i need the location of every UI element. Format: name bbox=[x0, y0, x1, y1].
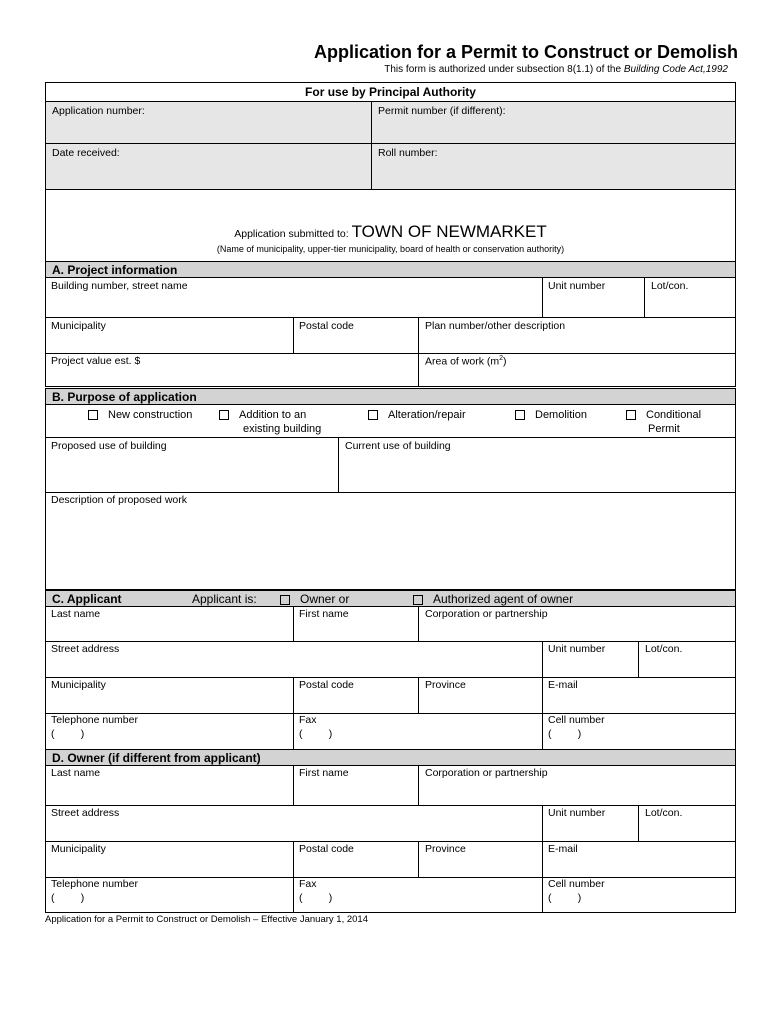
checkbox-icon[interactable] bbox=[88, 410, 98, 420]
submitted-to bbox=[45, 222, 736, 242]
option-label: Addition to an bbox=[239, 409, 307, 421]
d-fax-paren: ( ) bbox=[299, 892, 333, 904]
section-c-title: C. Applicant bbox=[52, 592, 122, 606]
section-d-header: D. Owner (if different from applicant) bbox=[45, 749, 736, 766]
plan-number-label: Plan number/other description bbox=[425, 320, 566, 332]
subtitle-text: This form is authorized under subsection 8(1.1) of the bbox=[384, 64, 624, 75]
unit-number-label: Unit number bbox=[548, 280, 606, 292]
area-sup: 2 bbox=[499, 355, 504, 362]
option-label: Owner or bbox=[300, 592, 350, 606]
d-street-label: Street address bbox=[51, 807, 120, 819]
area-text: Area of work (m bbox=[425, 355, 500, 368]
description-label: Description of proposed work bbox=[51, 494, 187, 506]
area-of-work-label bbox=[425, 355, 507, 368]
date-received-field[interactable] bbox=[46, 144, 371, 189]
addition-option-line2: existing building bbox=[243, 423, 322, 435]
option-label: Demolition bbox=[535, 409, 587, 421]
section-a-box bbox=[45, 277, 736, 387]
c-province-label: Province bbox=[425, 679, 466, 691]
c-first-name-label: First name bbox=[299, 608, 349, 620]
d-first-name-label: First name bbox=[299, 767, 349, 779]
c-postal-code-label: Postal code bbox=[299, 679, 354, 691]
section-c-header bbox=[45, 590, 736, 607]
application-number-field[interactable] bbox=[46, 102, 371, 143]
d-municipality-label: Municipality bbox=[51, 843, 106, 855]
subtitle-act: Building Code Act,1992 bbox=[623, 64, 728, 75]
checkbox-icon[interactable] bbox=[280, 595, 290, 605]
section-a-header: A. Project information bbox=[45, 261, 736, 278]
d-email-label: E-mail bbox=[548, 843, 578, 855]
option-label: Alteration/repair bbox=[388, 409, 466, 421]
d-corporation-label: Corporation or partnership bbox=[425, 767, 548, 779]
roll-number-label: Roll number: bbox=[378, 147, 438, 159]
form-subtitle bbox=[384, 64, 728, 75]
addition-option[interactable] bbox=[219, 409, 306, 421]
checkbox-icon[interactable] bbox=[368, 410, 378, 420]
c-corporation-label: Corporation or partnership bbox=[425, 608, 548, 620]
d-last-name-label: Last name bbox=[51, 767, 101, 779]
area-close: ) bbox=[503, 355, 507, 368]
d-unit-number-label: Unit number bbox=[548, 807, 606, 819]
conditional-permit-line2: Permit bbox=[648, 423, 680, 435]
c-unit-number-label: Unit number bbox=[548, 643, 606, 655]
form-title: Application for a Permit to Construct or Demolish bbox=[313, 42, 738, 62]
applicant-is-label: Applicant is: bbox=[192, 592, 257, 606]
permit-number-field[interactable] bbox=[372, 102, 735, 143]
c-fax-label: Fax bbox=[299, 714, 317, 726]
d-telephone-paren: ( ) bbox=[51, 892, 85, 904]
c-cell-label: Cell number bbox=[548, 714, 605, 726]
owner-option[interactable] bbox=[280, 592, 349, 606]
submitted-to-note: (Name of municipality, upper-tier municipality, board of health or conservation authority) bbox=[216, 244, 565, 254]
checkbox-icon[interactable] bbox=[515, 410, 525, 420]
project-value-label: Project value est. $ bbox=[51, 355, 141, 367]
d-lot-con-label: Lot/con. bbox=[645, 807, 683, 819]
c-street-label: Street address bbox=[51, 643, 120, 655]
option-label: New construction bbox=[108, 409, 193, 421]
proposed-use-label: Proposed use of building bbox=[51, 440, 167, 452]
option-label: Conditional bbox=[646, 409, 702, 421]
permit-number-label: Permit number (if different): bbox=[378, 105, 506, 117]
demolition-option[interactable] bbox=[515, 409, 587, 421]
d-province-label: Province bbox=[425, 843, 466, 855]
d-fax-label: Fax bbox=[299, 878, 317, 890]
checkbox-icon[interactable] bbox=[219, 410, 229, 420]
postal-code-label: Postal code bbox=[299, 320, 354, 332]
d-telephone-label: Telephone number bbox=[51, 878, 138, 890]
lot-con-label: Lot/con. bbox=[651, 280, 689, 292]
c-cell-paren: ( ) bbox=[548, 728, 582, 740]
d-postal-code-label: Postal code bbox=[299, 843, 354, 855]
section-c-box bbox=[45, 606, 736, 750]
d-cell-paren: ( ) bbox=[548, 892, 582, 904]
agent-option[interactable] bbox=[413, 592, 573, 606]
application-number-label: Application number: bbox=[52, 105, 145, 117]
new-construction-option[interactable] bbox=[88, 409, 192, 421]
building-street-label: Building number, street name bbox=[51, 280, 188, 292]
checkbox-icon[interactable] bbox=[626, 410, 636, 420]
c-fax-paren: ( ) bbox=[299, 728, 333, 740]
section-d-box bbox=[45, 765, 736, 913]
checkbox-icon[interactable] bbox=[413, 595, 423, 605]
c-telephone-paren: ( ) bbox=[51, 728, 85, 740]
authority-header: For use by Principal Authority bbox=[305, 85, 476, 99]
conditional-permit-option[interactable] bbox=[626, 409, 701, 421]
section-b-header: B. Purpose of application bbox=[45, 388, 736, 405]
footer-text: Application for a Permit to Construct or Demolish – Effective January 1, 2014 bbox=[45, 914, 368, 925]
d-cell-label: Cell number bbox=[548, 878, 605, 890]
current-use-label: Current use of building bbox=[345, 440, 451, 452]
roll-number-field[interactable] bbox=[372, 144, 735, 189]
c-lot-con-label: Lot/con. bbox=[645, 643, 683, 655]
option-label: Authorized agent of owner bbox=[433, 592, 574, 606]
c-municipality-label: Municipality bbox=[51, 679, 106, 691]
submitted-to-value: TOWN OF NEWMARKET bbox=[351, 222, 547, 241]
c-last-name-label: Last name bbox=[51, 608, 101, 620]
alteration-option[interactable] bbox=[368, 409, 466, 421]
c-email-label: E-mail bbox=[548, 679, 578, 691]
municipality-label: Municipality bbox=[51, 320, 106, 332]
date-received-label: Date received: bbox=[52, 147, 120, 159]
c-telephone-label: Telephone number bbox=[51, 714, 138, 726]
submitted-to-label: Application submitted to: bbox=[234, 228, 349, 240]
